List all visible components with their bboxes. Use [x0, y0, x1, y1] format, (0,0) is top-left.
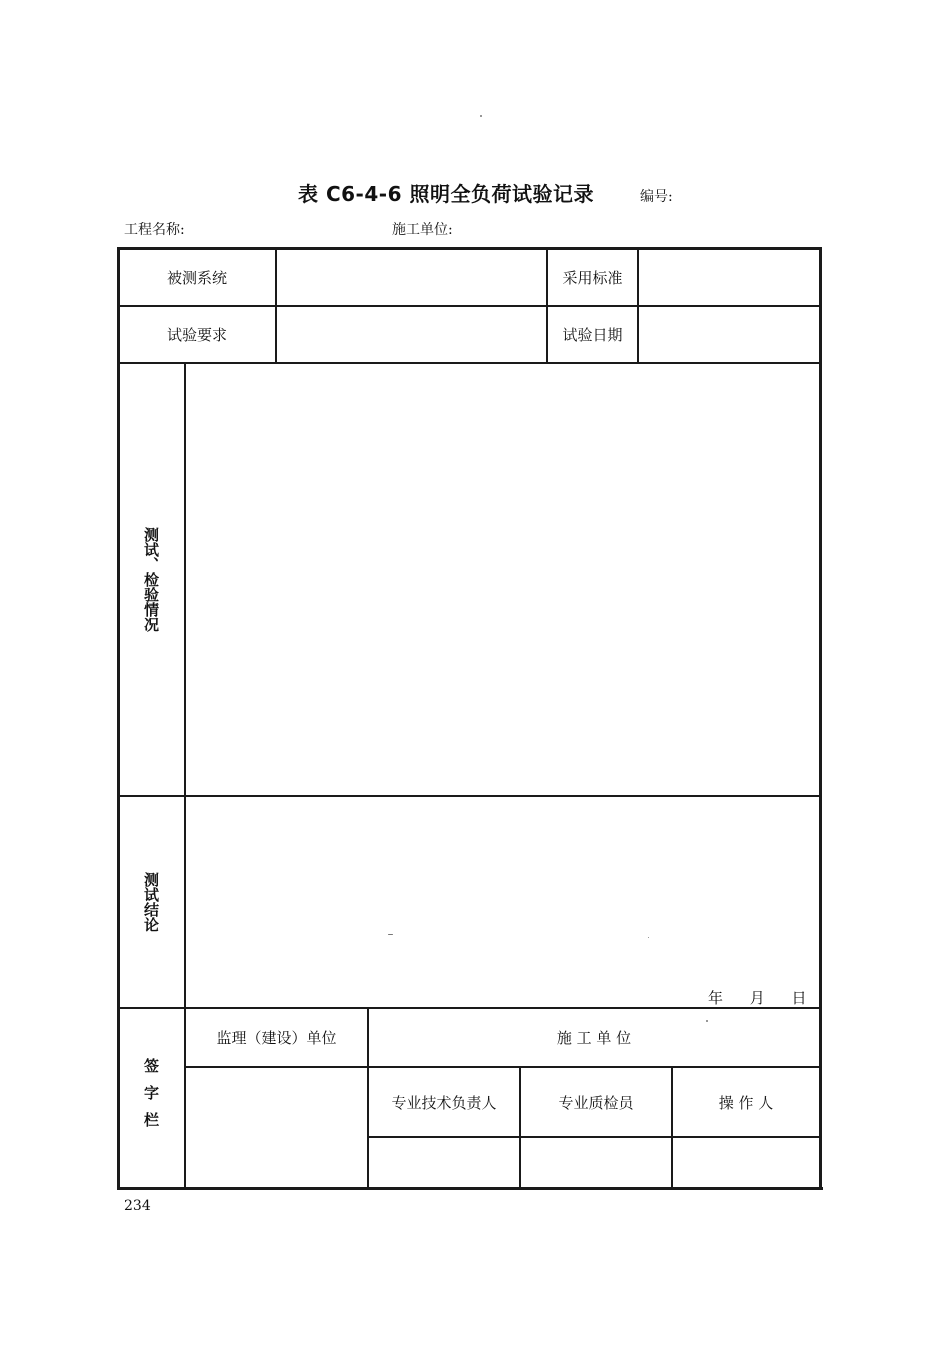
page-number: 234: [124, 1198, 151, 1214]
supervisor-label: 监理（建设）单位: [216, 1029, 337, 1047]
contractor-signature-label: 施 工 单 位: [556, 1029, 632, 1047]
conclusion-label: 测试结论: [142, 872, 160, 932]
conclusion-content-area[interactable]: [186, 797, 819, 1007]
conclusion-date: 年 月 日: [708, 989, 807, 1007]
form-title: 表 C6-4-6 照明全负荷试验记录: [298, 182, 594, 206]
operator-label: 操 作 人: [718, 1093, 774, 1112]
tested-system-label: 被测系统: [166, 268, 227, 287]
project-name-label: 工程名称:: [124, 222, 185, 238]
inspection-section-label-cell: [119, 364, 184, 795]
operator-signature-field[interactable]: [673, 1138, 819, 1187]
scan-speck: [480, 115, 482, 117]
test-date-value[interactable]: [639, 307, 819, 362]
quality-inspector-label: 专业质检员: [558, 1093, 634, 1112]
scan-speck: [706, 1020, 708, 1022]
contractor-label: 施工单位:: [392, 222, 453, 238]
inspection-label: 测试、检验情况: [142, 527, 160, 632]
inspection-content-area[interactable]: [186, 364, 819, 795]
quality-inspector-signature-field[interactable]: [521, 1138, 671, 1187]
conclusion-section-label-cell: [119, 797, 184, 1007]
requirement-value[interactable]: [277, 307, 546, 362]
scan-speck: [648, 937, 649, 938]
requirement-label: 试验要求: [166, 326, 227, 344]
signature-section-label-cell: [119, 1009, 184, 1187]
serial-number-label: 编号:: [640, 189, 673, 205]
standard-value[interactable]: [639, 249, 819, 305]
tech-lead-signature-field[interactable]: [369, 1138, 519, 1187]
standard-label: 采用标准: [562, 268, 623, 287]
tech-lead-label: 专业技术负责人: [391, 1093, 497, 1112]
signature-label: 签字栏: [142, 1057, 160, 1139]
scan-speck: [388, 934, 393, 935]
tested-system-value[interactable]: [277, 249, 546, 305]
supervisor-signature-field[interactable]: [186, 1068, 367, 1187]
test-date-label: 试验日期: [562, 326, 623, 344]
